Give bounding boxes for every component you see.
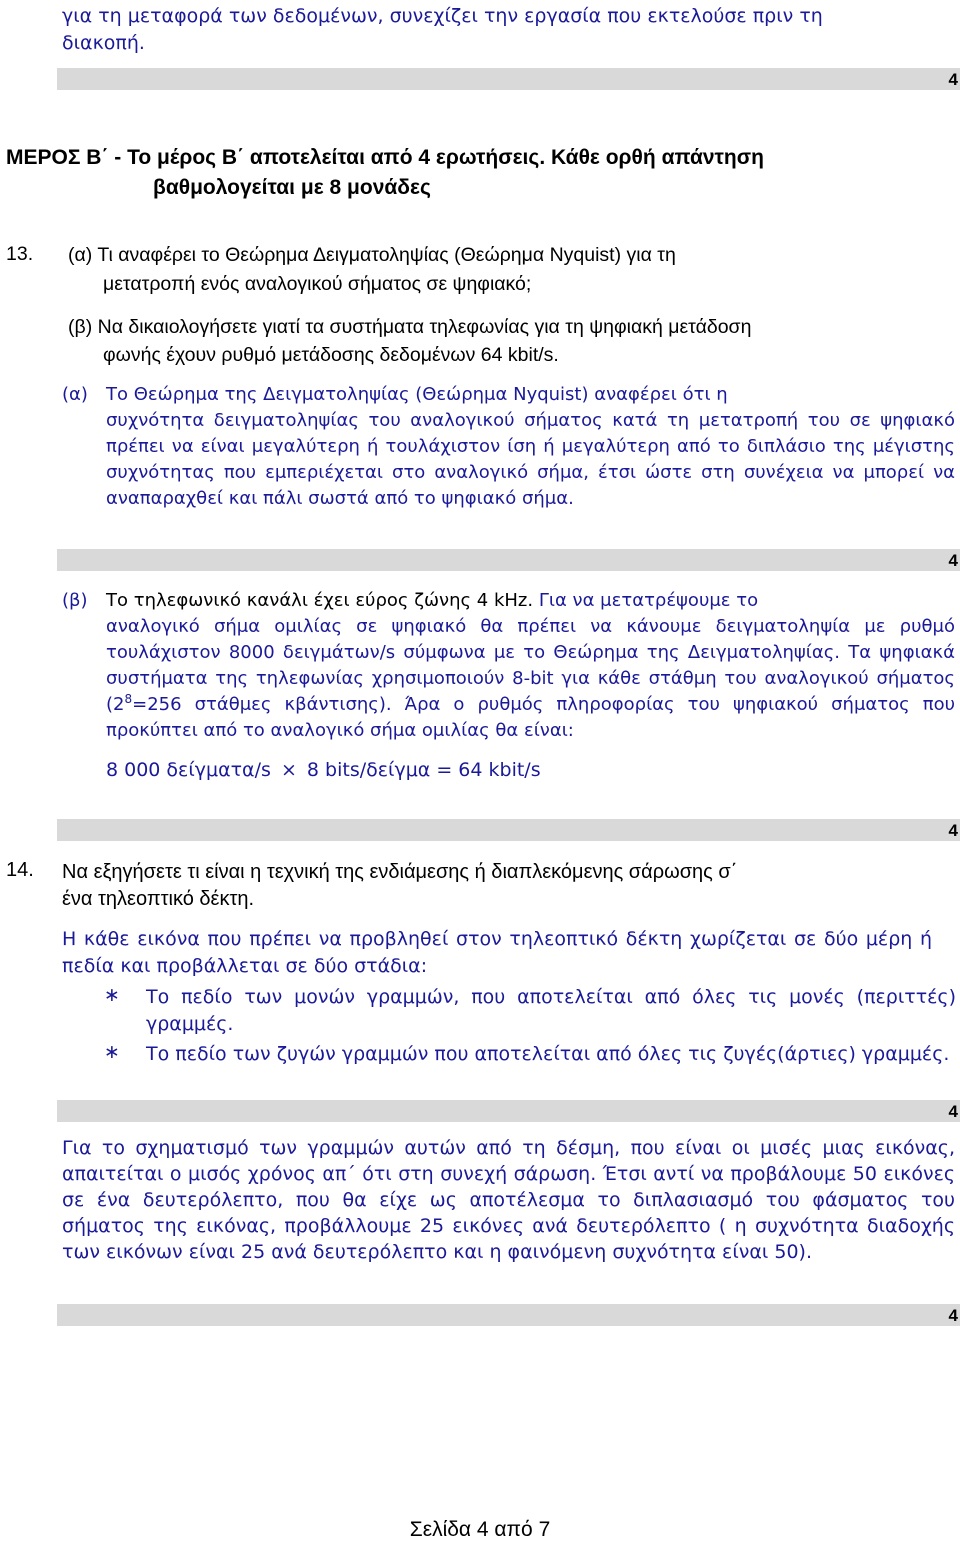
formula-left: 8 000 δείγματα/s: [106, 759, 271, 781]
question-13-number: 13.: [6, 243, 34, 265]
part-b-line-2: βαθμολογείται με 8 μονάδες: [153, 176, 431, 199]
formula-right: 8 bits/δείγμα = 64 kbit/s: [306, 759, 541, 781]
q13-b-line-1: (β) Να δικαιολογήσετε γιατί τα συστήματα τηλεφωνίας για τη ψηφιακή μετάδοση: [68, 316, 752, 338]
mark-value: 4: [948, 551, 958, 570]
intro-line-2: διακοπή.: [62, 32, 145, 54]
mark-value: 4: [948, 821, 958, 840]
q13-b-line-2: φωνής έχουν ρυθμό μετάδοσης δεδομένων 64 kbit/s.: [103, 344, 559, 366]
answer-13b-superscript: 8: [124, 692, 133, 706]
page-footer: Σελίδα 4 από 7: [409, 1518, 551, 1541]
question-13-part-b: [68, 315, 958, 368]
q14-line-1: Να εξηγήσετε τι είναι η τεχνική της ενδιάμεσης ή διαπλεκόμενης σάρωσης σ΄: [62, 861, 738, 883]
answer-14-paragraph: Για το σχηματισμό των γραμμών αυτών από τη δέσμη, που είναι οι μισές μιας εικόνας, απαιτείται ο μισός χρόνος απ΄ ότι στη συνεχή σάρωση. Έτσι αντί να προβάλουμε 50 εικόνες σε ένα δευτερόλεπτο, που θα είχε ως αποτέλεσμα το διπλασιασμό του φάσματος του σήματος της εικόνας, προβάλλουμε 25 εικόνες ανά δευτερόλεπτο ( η συχνότητα διαδοχής των εικόνων είναι 25 ανά δευτερόλεπτο και η φαινόμενη συχνότητα είναι 50).: [62, 1137, 955, 1263]
q13-a-line-2: μετατροπή ενός αναλογικού σήματος σε ψηφιακό;: [103, 273, 532, 295]
answer-13a-first-line: [62, 382, 955, 408]
question-14-number: 14.: [6, 859, 34, 881]
answer-13b-text-2: =256 στάθμες κβάντισης). Άρα ο ρυθμός πληροφορίας του ψηφιακού σήματος που προκύπτει από το αναλογικό σήμα ομιλίας θα είναι:: [106, 694, 955, 741]
intro-line-1: για τη μεταφορά των δεδομένων, συνεχίζει την εργασία που εκτελούσε πριν τη: [62, 5, 823, 27]
answer-13b-first: Το τηλεφωνικό κανάλι έχει εύρος ζώνης 4 kHz.: [106, 590, 534, 611]
rate-formula: [62, 757, 955, 783]
bullet-1-text: Το πεδίο των μονών γραμμών, που αποτελείται από όλες τις μονές (περιττές) γραμμές.: [146, 986, 956, 1035]
answer-13b-first-cont: Για να μετατρέψουμε το: [533, 590, 759, 611]
question-14-text: [62, 859, 957, 913]
mark-bar-4: [57, 1100, 960, 1122]
answer-13b: [62, 588, 955, 783]
mark-value: 4: [948, 1102, 958, 1121]
answer-13b-text-1: αναλογικό σήμα ομιλίας σε ψηφιακό θα πρέπει να κάνουμε δειγματοληψία με ρυθμό τουλάχιστον 8000 δειγμάτων/s σύμφωνα με το Θεώρημα της Δειγματοληψίας. Τα ψηφιακά συστήματα της τηλεφωνίας χρησιμοποιούν 8-bit για κάθε στάθμη του αναλογικού σήματος (2: [106, 616, 955, 715]
question-13-part-a: [68, 243, 948, 297]
answer-13b-label: (β): [62, 590, 88, 611]
mark-bar-3: [57, 819, 960, 841]
mark-bar-2: [57, 549, 960, 571]
answer-13a-first: Το Θεώρημα της Δειγματοληψίας (Θεώρημα Nyquist) αναφέρει ότι η: [106, 384, 728, 405]
intro-text: [62, 3, 952, 57]
mark-bar-5: [57, 1304, 960, 1326]
answer-13b-body: [62, 614, 955, 744]
bullet-2-icon: ∗: [104, 1041, 120, 1063]
answer-13a: [62, 382, 955, 512]
mark-value: 4: [948, 70, 958, 89]
mark-bar-1: [57, 68, 960, 90]
answer-13a-label: (α): [62, 384, 88, 405]
answer-13b-first-line: [62, 588, 955, 614]
bullet-2-text: Το πεδίο των ζυγών γραμμών που αποτελείται από όλες τις ζυγές(άρτιες) γραμμές.: [146, 1043, 950, 1065]
q13-a-line-1: (α) Τι αναφέρει το Θεώρημα Δειγματοληψίας (Θεώρημα Nyquist) για τη: [68, 244, 676, 266]
mark-value: 4: [948, 1306, 958, 1325]
part-b-line-1: ΜΕΡΟΣ Β΄ - Το μέρος Β΄ αποτελείται από 4 ερωτήσεις. Κάθε ορθή απάντηση: [6, 146, 764, 169]
answer-14-intro: Η κάθε εικόνα που πρέπει να προβληθεί στον τηλεοπτικό δέκτη χωρίζεται σε δύο μέρη ή πεδία και προβάλλεται σε δύο στάδια:: [62, 928, 932, 977]
times-icon: ×: [280, 759, 297, 781]
q14-line-2: ένα τηλεοπτικό δέκτη.: [62, 888, 255, 910]
part-b-heading: [6, 143, 956, 203]
bullet-1-icon: ∗: [104, 984, 120, 1006]
answer-13a-body: συχνότητα δειγματοληψίας του αναλογικού σήματος κατά τη μετατροπή του σε ψηφιακό πρέπει να είναι μεγαλύτερη ή τουλάχιστον ίση ή μεγαλύτερη από το διπλάσιο της μέγιστης συχνότητας που εμπεριέχεται στο αναλογικό σήμα, έτσι ώστε στη συνέχεια να μπορεί να αναπαραχθεί και πάλι σωστά από το ψηφιακό σήμα.: [106, 410, 955, 509]
